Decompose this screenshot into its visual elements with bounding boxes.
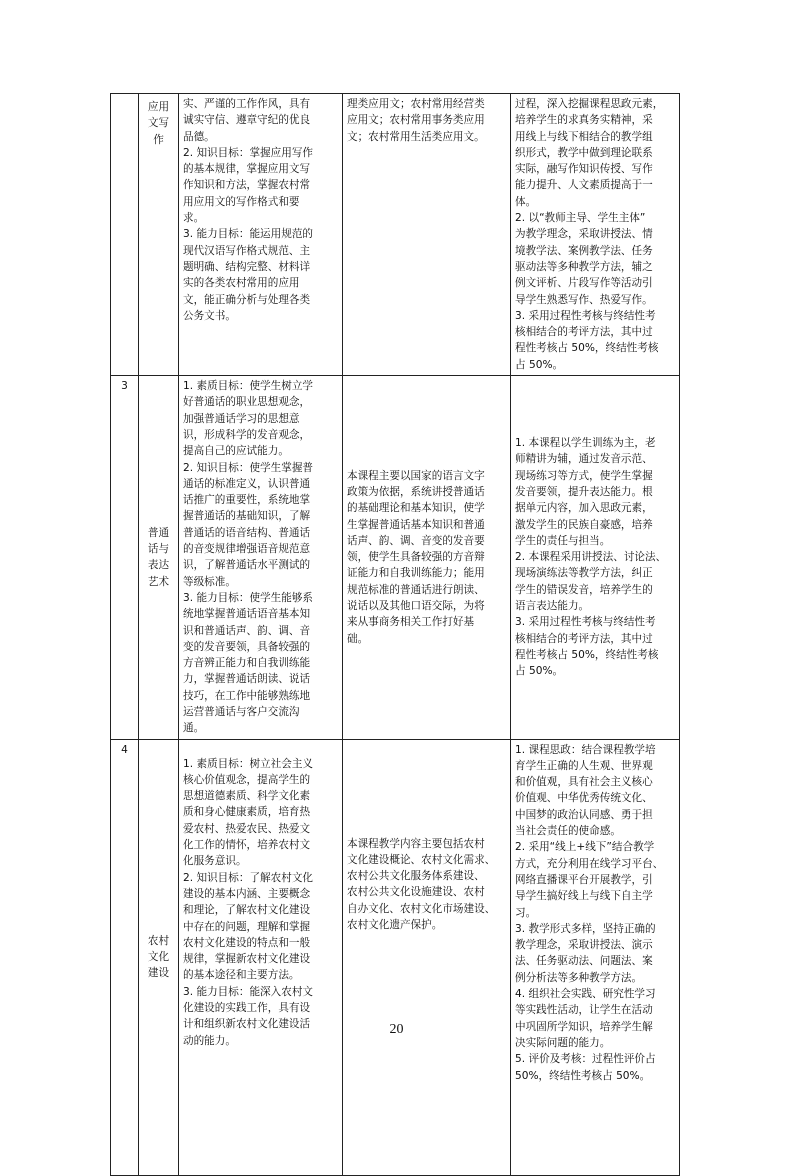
cell-line: 导学生熟悉写作、热爱写作。 (515, 293, 653, 306)
cell-line: 品德。 (183, 130, 215, 143)
cell-line: 规律，掌握新农村文化建设 (183, 953, 311, 966)
cell-line: 2. 采用“线上+线下”结合教学 (515, 841, 655, 854)
cell-line: 动的能力。 (183, 1034, 236, 1047)
cell-line: 爱农村、热爱农民、热爱文 (183, 822, 311, 835)
cell-line: 话推广的重要性，系统地掌 (183, 494, 311, 507)
course-name (139, 94, 179, 376)
course-content (343, 376, 511, 740)
cell-line: 通。 (183, 722, 205, 735)
cell-line: 育学生正确的人生观、世界观 (515, 759, 653, 772)
cell-line: 教学理念，采取讲授法、演示 (515, 939, 653, 952)
cell-line: 现场演练法等教学方法，纠正 (515, 567, 653, 580)
cell-line: 过程，深入挖掘课程思政元素， (515, 98, 664, 110)
cell-line: 通话的标准定义，认识普通 (183, 477, 311, 490)
cell-line: 实际，融写作知识传授、写作 (515, 163, 653, 176)
cell-line: 的基本途径和主要方法。 (183, 969, 300, 982)
cell-line: 生掌握普通话基本知识和普通 (347, 518, 485, 531)
cell-line: 中存在的问题，理解和掌握 (183, 920, 311, 933)
cell-line: 例分析法等多种教学方法。 (515, 971, 643, 984)
cell-line: 规范标准的普通话进行朗读、 (347, 583, 485, 596)
cell-line: 境教学法、案例教学法、任务 (515, 244, 653, 257)
cell-line: 公务文书。 (183, 309, 236, 322)
cell-line: 计和组织新农村文化建设活 (183, 1018, 311, 1031)
cell-line: 表达 (147, 559, 170, 572)
cell-line: 程性考核占 50%，终结性考核 (515, 342, 659, 355)
cell-line: 体。 (515, 195, 537, 208)
cell-line: 建设的基本内涵、主要概念 (183, 887, 311, 900)
cell-line: 话声、韵、调、音变的发音要 (347, 534, 485, 547)
cell-line: 实、严谨的工作作风，具有 (183, 98, 311, 110)
cell-line: 当社会责任的使命感。 (515, 825, 621, 838)
cell-line: 习。 (515, 906, 537, 919)
cell-line: 本课程主要以国家的语言文字 (347, 469, 485, 482)
cell-line: 核相结合的考评方法，其中过 (515, 632, 653, 645)
course-name (139, 376, 179, 740)
course-objectives (179, 376, 343, 740)
cell-line: 来从事商务相关工作打好基 (347, 616, 475, 629)
cell-line: 思想道德素质、科学文化素 (183, 790, 311, 803)
cell-line: 占 50%。 (515, 665, 564, 678)
cell-line: 现场练习等方式，使学生掌握 (515, 469, 653, 482)
cell-line: 文，能正确分析与处理各类 (183, 293, 311, 306)
cell-line: 农村文化遗产保护。 (347, 919, 443, 932)
table-row (111, 376, 680, 740)
cell-line: 应用文；农村常用事务类应用 (347, 114, 485, 127)
cell-line: 核心价值观念，提高学生的 (183, 773, 311, 786)
cell-line: 化工作的情怀，培养农村文 (183, 839, 311, 852)
cell-line: 4. 组织社会实践、研究性学习 (515, 988, 656, 1001)
cell-line: 1. 素质目标：使学生树立学 (183, 380, 314, 393)
cell-line: 为教学理念，采取讲授法、情 (515, 228, 653, 241)
course-requirements (511, 739, 680, 1175)
cell-line: 识和普通话声、韵、调、音 (183, 624, 311, 637)
cell-line: 和价值观，具有社会主义核心 (515, 776, 653, 789)
cell-line: 3. 能力目标：能深入农村文 (183, 985, 314, 998)
cell-line: 题明确、结构完整、材料详 (183, 260, 311, 273)
course-table (110, 93, 680, 1176)
cell-line: 语言表达能力。 (515, 600, 590, 613)
cell-line: 说话以及其他口语交际，为将 (347, 600, 485, 613)
cell-line: 农村公共文化设施建设、农村 (347, 886, 485, 899)
cell-line: 实的各类农村常用的应用 (183, 277, 300, 290)
cell-line: 驱动法等多种教学方法，辅之 (515, 260, 653, 273)
cell-line: 农村公共文化服务体系建设、 (347, 870, 485, 883)
course-objectives (179, 739, 343, 1175)
cell-line: 师精讲为辅，通过发音示范、 (515, 453, 653, 466)
course-requirements (511, 376, 680, 740)
cell-line: 技巧，在工作中能够熟练地 (183, 689, 311, 702)
cell-line: 方音辨正能力和自我训练能 (183, 657, 311, 670)
cell-line: 2. 知识目标：使学生掌握普 (183, 461, 314, 474)
cell-line: 培养学生的求真务实精神，采 (515, 114, 653, 127)
cell-line: 础。 (347, 632, 369, 645)
cell-line: 质和身心健康素质，培育热 (183, 806, 311, 819)
cell-line: 1. 课程思政：结合课程教学培 (515, 743, 656, 756)
cell-line: 据单元内容，加入思政元素， (515, 502, 653, 515)
cell-line: 统地掌握普通话语音基本知 (183, 608, 311, 621)
cell-line: 学生的责任与担当。 (515, 534, 611, 547)
cell-line: 占 50%。 (515, 358, 564, 371)
cell-line: 化服务意识。 (183, 855, 247, 868)
cell-line: 3. 能力目标：能运用规范的 (183, 228, 314, 241)
cell-line: 现代汉语写作格式规范、主 (183, 244, 311, 257)
course-content (343, 739, 511, 1175)
cell-line: 法、任务驱动法、问题法、案 (515, 955, 653, 968)
cell-line: 决实际问题的能力。 (515, 1036, 611, 1049)
cell-line: 变的发音要领，具备较强的 (183, 640, 311, 653)
cell-line: 自办文化、农村文化市场建设、 (347, 902, 496, 915)
cell-line: 的音变规律增强语音规范意 (183, 543, 311, 556)
course-content (343, 94, 511, 376)
cell-line: 运营普通话与客户交流沟 (183, 705, 300, 718)
cell-line: 理类应用文；农村常用经营类 (347, 98, 485, 110)
cell-line: 1. 素质目标：树立社会主义 (183, 757, 314, 770)
cell-line: 普通 (147, 526, 170, 539)
cell-line: 中巩固所学知识，培养学生解 (515, 1020, 653, 1033)
cell-line: 加强普通话学习的思想意 (183, 412, 300, 425)
cell-line: 2. 本课程采用讲授法、讨论法、 (515, 551, 667, 564)
cell-line: 文；农村常用生活类应用文。 (347, 130, 485, 143)
cell-line: 导学生搞好线上与线下自主学 (515, 890, 653, 903)
cell-line: 和理论，了解农村文化建设 (183, 904, 311, 917)
cell-line: 50%，终结性考核占 50%。 (515, 1069, 651, 1082)
cell-line: 3. 采用过程性考核与终结性考 (515, 616, 656, 629)
cell-line: 领，使学生具备较强的方音辩 (347, 551, 485, 564)
cell-line: 农村 (147, 934, 170, 947)
cell-line: 识，形成科学的发音观念， (183, 428, 311, 441)
cell-line: 能力提升、人文素质提高于一 (515, 179, 653, 192)
cell-line: 1. 本课程以学生训练为主，老 (515, 437, 656, 450)
course-objectives (179, 94, 343, 376)
course-number: 3 (111, 376, 139, 740)
course-number (111, 94, 139, 376)
cell-line: 例文评析、片段写作等活动引 (515, 277, 653, 290)
cell-line: 中国梦的政治认同感、勇于担 (515, 808, 653, 821)
cell-line: 3. 能力目标：使学生能够系 (183, 591, 314, 604)
cell-line: 用线上与线下相结合的教学组 (515, 130, 653, 143)
cell-line: 的基础理论和基本知识，使学 (347, 502, 485, 515)
cell-line: 建设 (147, 967, 170, 980)
cell-line: 政策为依据，系统讲授普通话 (347, 485, 485, 498)
cell-line: 好普通话的职业思想观念， (183, 396, 311, 409)
cell-line: 3. 采用过程性考核与终结性考 (515, 309, 656, 322)
cell-line: 2. 知识目标：了解农村文化 (183, 871, 314, 884)
cell-line: 用应用文的写作格式和要 (183, 195, 300, 208)
cell-line: 等级标准。 (183, 575, 236, 588)
cell-line: 提高自己的应试能力。 (183, 445, 289, 458)
page-number: 20 (389, 1022, 404, 1037)
cell-line: 3. 教学形式多样，坚持正确的 (515, 922, 656, 935)
cell-line: 激发学生的民族自豪感，培养 (515, 518, 653, 531)
cell-line: 应用 (147, 101, 170, 113)
course-table-body (111, 94, 680, 1176)
cell-line: 话与 (147, 543, 170, 556)
cell-line: 程性考核占 50%，终结性考核 (515, 648, 659, 661)
cell-line: 文写 (147, 117, 170, 130)
cell-line: 2. 知识目标：掌握应用写作 (183, 146, 314, 159)
cell-line: 网络直播课平台开展教学，引 (515, 873, 653, 886)
cell-line: 等实践性活动，让学生在活动 (515, 1004, 653, 1017)
cell-line: 证能力和自我训练能力；能用 (347, 567, 485, 580)
cell-line: 织形式，教学中做到理论联系 (515, 146, 653, 159)
table-row (111, 94, 680, 376)
cell-line: 学生的错误发音，培养学生的 (515, 583, 653, 596)
cell-line: 本课程教学内容主要包括农村 (347, 837, 485, 850)
cell-line: 文化 (147, 950, 170, 963)
course-number: 4 (111, 739, 139, 1175)
cell-line: 化建设的实践工作，具有设 (183, 1002, 311, 1015)
cell-line: 艺术 (147, 575, 170, 588)
table-row (111, 739, 680, 1175)
cell-line: 价值观、中华优秀传统文化、 (515, 792, 653, 805)
cell-line: 诚实守信、遵章守纪的优良 (183, 114, 311, 127)
course-requirements (511, 94, 680, 376)
cell-line: 农村文化建设的特点和一般 (183, 936, 311, 949)
cell-line: 识，了解普通话水平测试的 (183, 559, 311, 572)
cell-line: 作 (153, 133, 164, 146)
cell-line: 2. 以“教师主导、学生主体” (515, 212, 646, 225)
cell-line: 文化建设概论、农村文化需求、 (347, 853, 496, 866)
cell-line: 握普通话的基础知识，了解 (183, 510, 311, 523)
cell-line: 普通话的语音结构、普通话 (183, 526, 311, 539)
cell-line: 作知识和方法，掌握农村常 (183, 179, 311, 192)
cell-line: 的基本规律，掌握应用文写 (183, 163, 311, 176)
cell-line: 力，掌握普通话朗读、说话 (183, 673, 311, 686)
course-name (139, 739, 179, 1175)
cell-line: 求。 (183, 212, 205, 225)
cell-line: 发音要领，提升表达能力。根 (515, 485, 653, 498)
cell-line: 方式，充分利用在线学习平台、 (515, 857, 664, 870)
cell-line: 核相结合的考评方法，其中过 (515, 326, 653, 339)
cell-line: 5. 评价及考核：过程性评价占 (515, 1053, 656, 1066)
